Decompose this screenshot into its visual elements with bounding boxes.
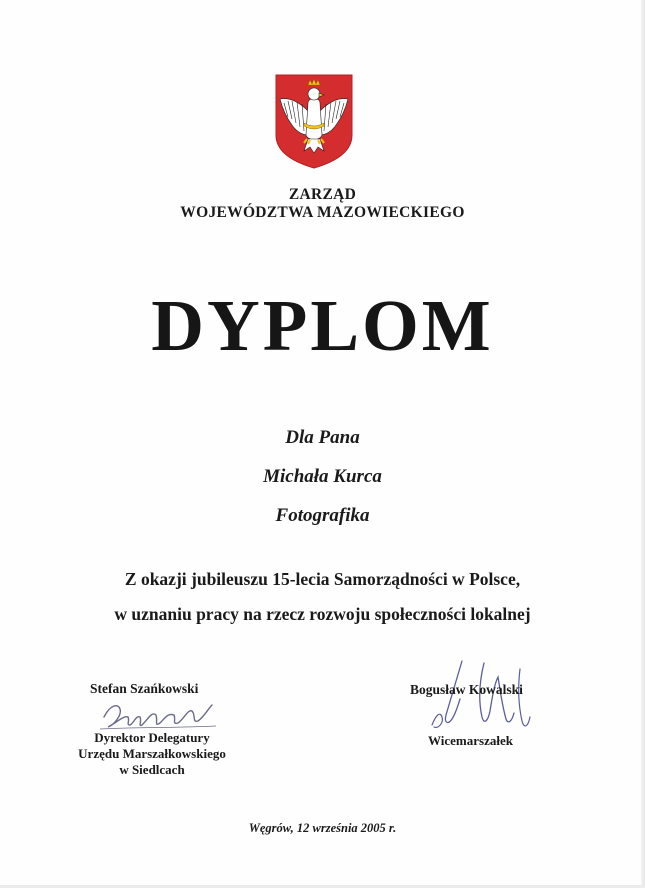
recipient-occupation: Fotografika: [275, 505, 370, 526]
issuer-line-2: WOJEWÓDZTWA MAZOWIECKIEGO: [180, 204, 465, 221]
left-signature-icon: [96, 697, 226, 733]
occasion-line-1: Z okazji jubileuszu 15-lecia Samorządności w Polsce,: [124, 569, 521, 589]
right-signatory-name: Bogusław Kowalski: [410, 682, 523, 697]
issuer-line-1: ZARZĄD: [288, 186, 357, 203]
recipient-name: Michała Kurca: [263, 466, 382, 487]
right-signatory-title: Wicemarszałek: [428, 733, 513, 748]
occasion-line-2: w uznaniu pracy na rzecz rozwoju społeczności lokalnej: [114, 604, 531, 624]
diploma-title: DYPLOM: [151, 285, 494, 366]
recipient-salutation: Dla Pana: [285, 427, 360, 448]
left-title-line-2: Urzędu Marszałkowskiego: [78, 746, 226, 761]
place-and-date: Węgrów, 12 września 2005 r.: [248, 821, 397, 835]
left-title-line-1: Dyrektor Delegatury: [94, 730, 210, 745]
right-signature-icon: [428, 655, 540, 741]
left-title-line-3: w Siedlcach: [119, 762, 185, 777]
left-signatory-name: Stefan Szańkowski: [90, 681, 199, 696]
left-signatory-title: [72, 730, 232, 778]
coat-of-arms-icon: [274, 73, 354, 170]
